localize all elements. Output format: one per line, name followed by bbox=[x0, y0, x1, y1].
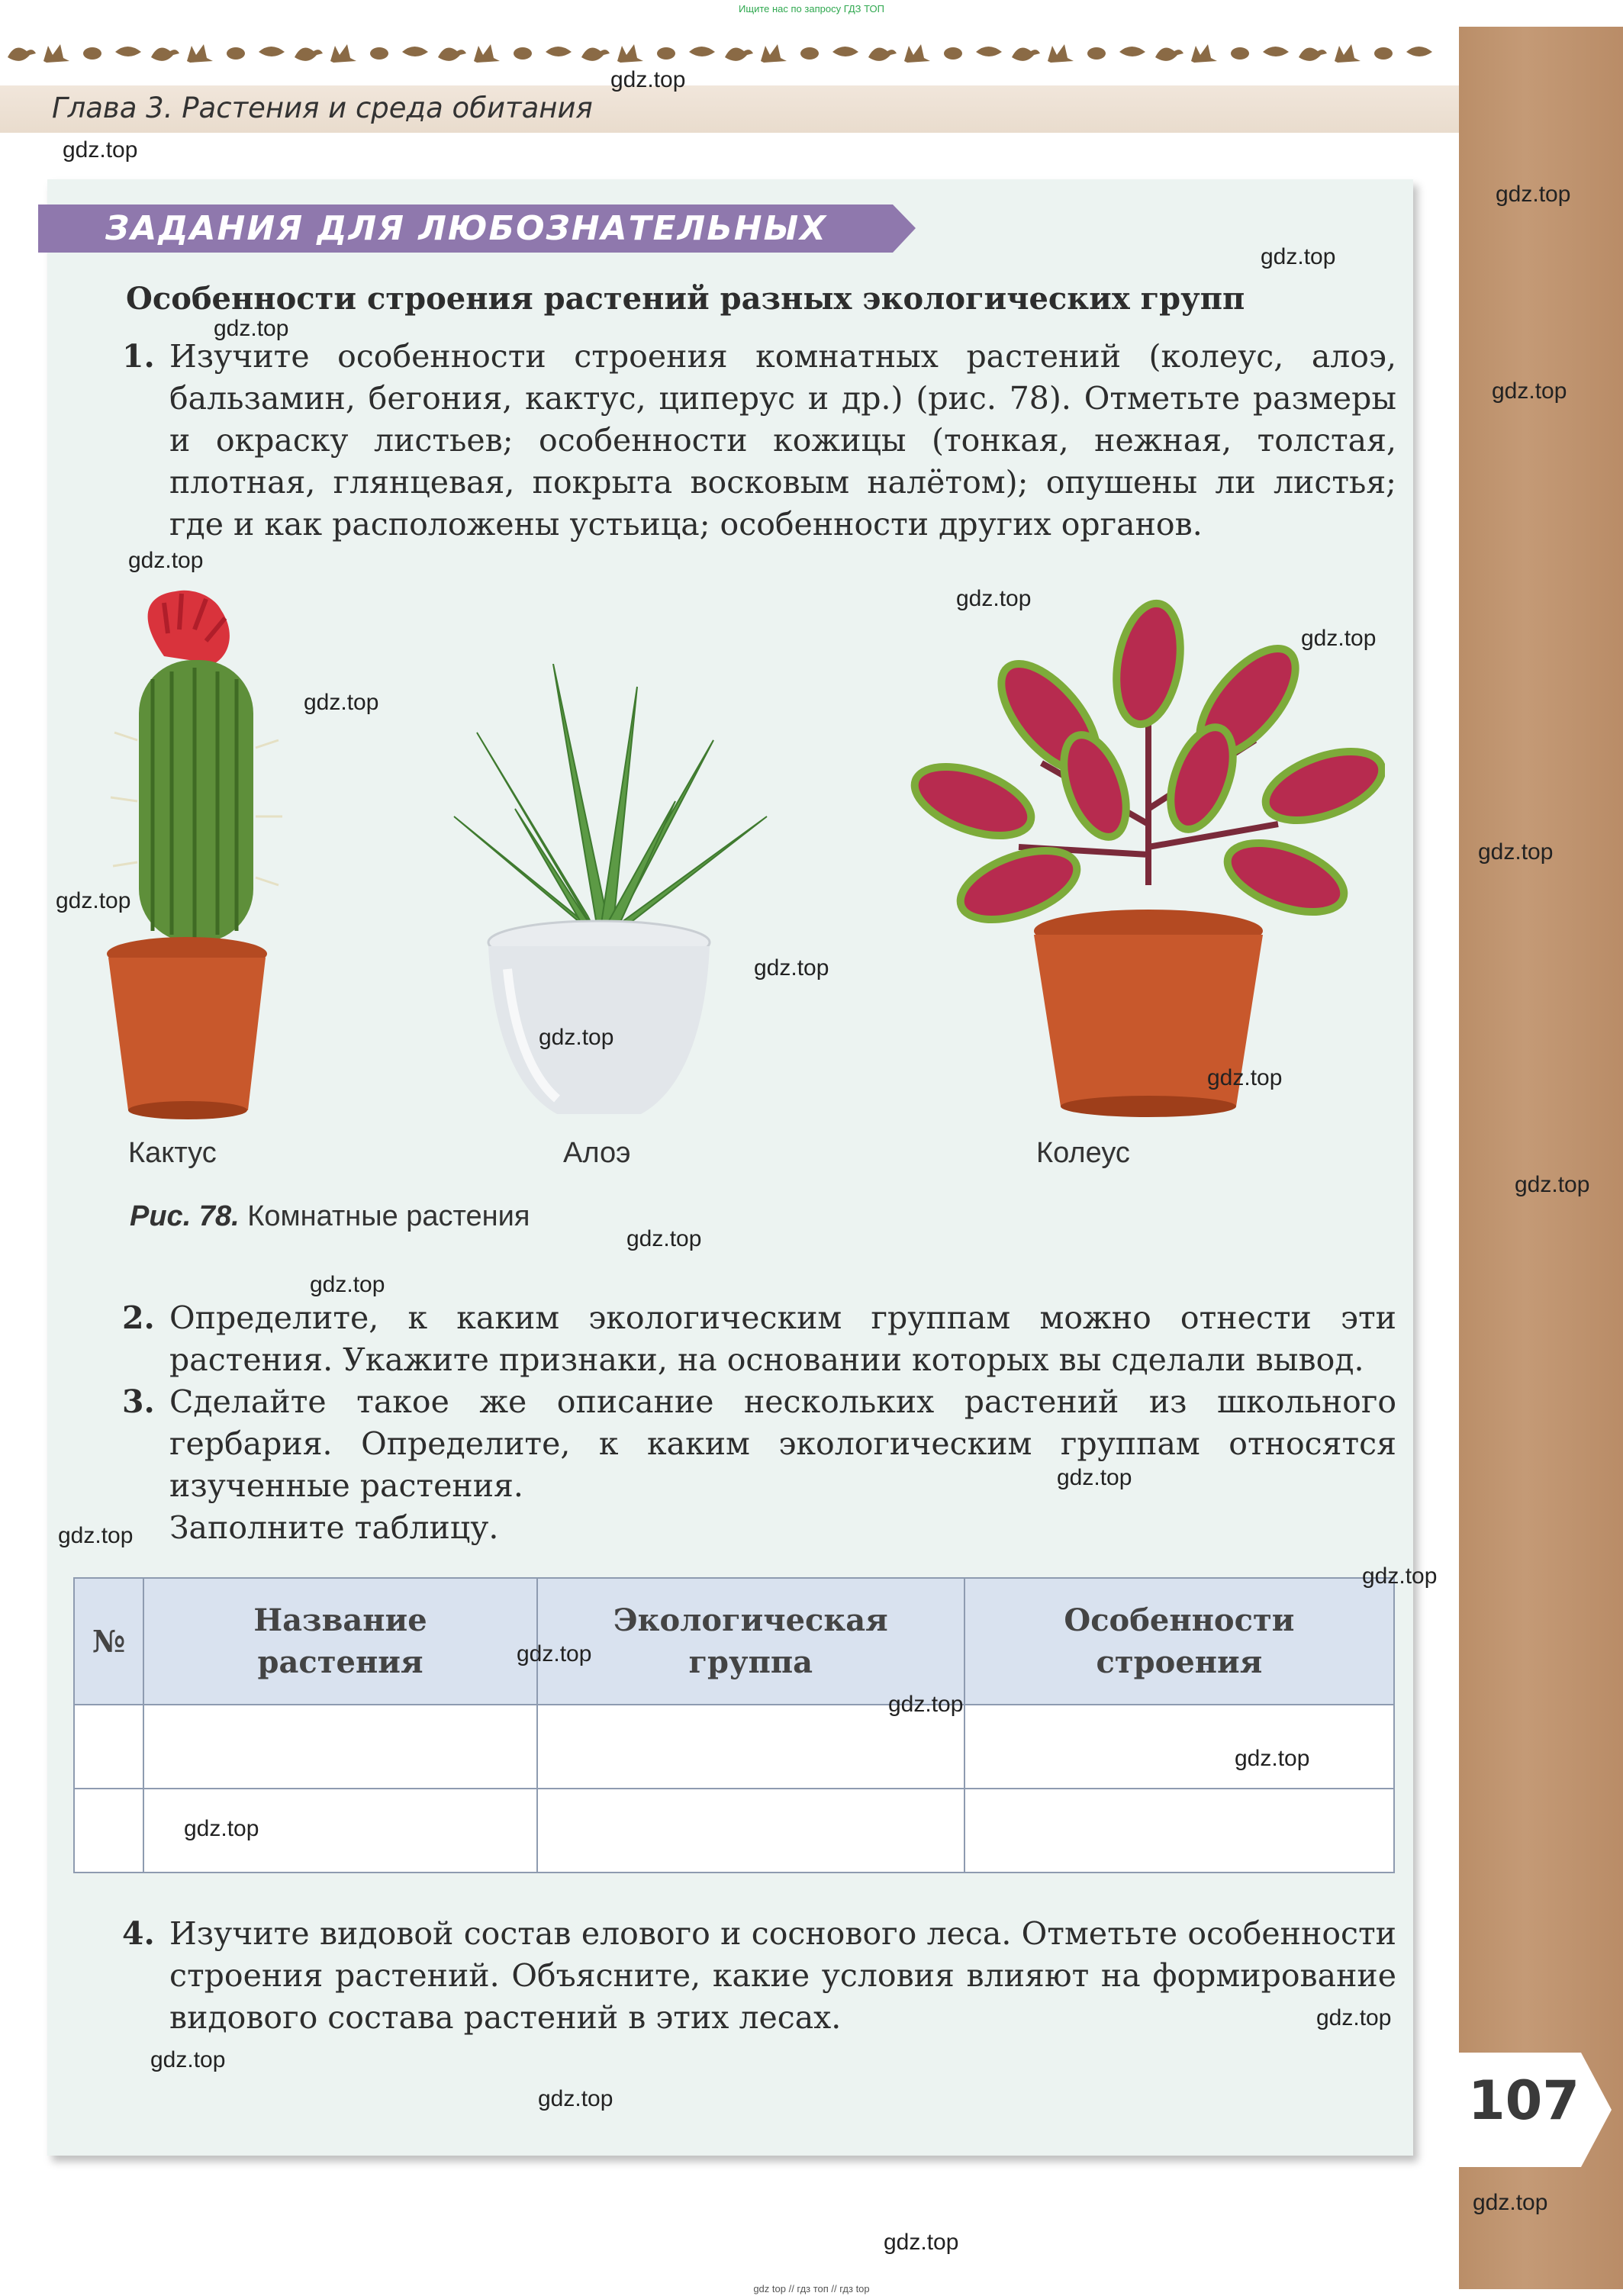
animal-silhouette-icon bbox=[330, 44, 356, 63]
animal-silhouette-icon bbox=[904, 44, 930, 63]
fill-table-prompt-text: Заполните таблицу. bbox=[169, 1509, 499, 1546]
animal-silhouette-icon bbox=[295, 48, 323, 61]
animal-silhouette-icon bbox=[1406, 47, 1432, 56]
animal-silhouette-icon bbox=[800, 47, 826, 60]
animal-silhouette-icon bbox=[1155, 48, 1183, 61]
watermark: gdz.top bbox=[754, 955, 829, 981]
watermark: gdz.top bbox=[626, 1226, 702, 1251]
animal-silhouette-icon bbox=[832, 47, 858, 56]
task-number: 1. bbox=[122, 338, 155, 375]
watermark: gdz.top bbox=[310, 1272, 385, 1297]
coleus-illustration bbox=[897, 595, 1385, 1122]
watermark: gdz.top bbox=[1473, 2190, 1548, 2215]
animal-silhouette-icon bbox=[581, 48, 610, 61]
right-margin-strip bbox=[1459, 27, 1623, 2289]
fill-table-prompt bbox=[122, 1507, 1396, 1549]
watermark: gdz.top bbox=[1235, 1746, 1310, 1771]
top-note: Ищите нас по запросу ГДЗ ТОП bbox=[739, 3, 884, 14]
watermark: gdz.top bbox=[1261, 244, 1336, 269]
table-cell[interactable] bbox=[964, 1705, 1394, 1789]
task-text: Сделайте такое же описание нескольких растений из школьного гербария. Определите, к каким экологическим группам относятся изученные растения. bbox=[169, 1383, 1396, 1504]
task-number: 4. bbox=[122, 1915, 155, 1952]
watermark: gdz.top bbox=[304, 690, 379, 715]
animal-silhouette-icon bbox=[761, 44, 787, 63]
table-header-structure: Особенности строения bbox=[964, 1578, 1394, 1705]
watermark: gdz.top bbox=[1362, 1563, 1438, 1589]
watermark: gdz.top bbox=[56, 888, 131, 913]
animal-silhouette-icon bbox=[868, 48, 897, 61]
table-header-plant-name: Название растения bbox=[143, 1578, 537, 1705]
animal-silhouette-icon bbox=[1335, 44, 1361, 63]
table-header-eco-group: Экологическая группа bbox=[537, 1578, 964, 1705]
watermark: gdz.top bbox=[610, 67, 686, 92]
figure-caption-text: Комнатные растения bbox=[247, 1200, 530, 1232]
animal-silhouette-icon bbox=[1012, 48, 1040, 61]
watermark: gdz.top bbox=[1478, 839, 1554, 865]
animal-silhouette-icon bbox=[438, 48, 466, 61]
chapter-title: Глава 3. Растения и среда обитания bbox=[52, 92, 593, 124]
table-cell[interactable] bbox=[537, 1789, 964, 1873]
watermark: gdz.top bbox=[184, 1816, 259, 1841]
animal-silhouette-icon bbox=[725, 48, 753, 61]
banner-title: ЗАДАНИЯ ДЛЯ ЛЮБОЗНАТЕЛЬНЫХ bbox=[105, 209, 828, 248]
bottom-note: gdz top // гдз топ // гдз top bbox=[753, 2283, 870, 2294]
watermark: gdz.top bbox=[63, 137, 138, 163]
animal-silhouette-icon bbox=[8, 48, 36, 61]
watermark: gdz.top bbox=[1492, 378, 1567, 404]
table-row bbox=[74, 1789, 1394, 1873]
animal-silhouette-icon bbox=[1119, 47, 1145, 56]
animal-silhouette-icon bbox=[370, 47, 396, 60]
animal-silhouette-icon bbox=[1231, 47, 1257, 60]
task-4 bbox=[122, 1913, 1396, 2039]
watermark: gdz.top bbox=[1496, 182, 1571, 207]
animal-silhouette-icon bbox=[546, 47, 572, 56]
animal-silhouette-icon bbox=[514, 47, 539, 60]
animal-silhouettes-decoration bbox=[0, 31, 1459, 76]
fill-in-table bbox=[73, 1577, 1395, 1873]
table-row bbox=[74, 1705, 1394, 1789]
page-number: 107 bbox=[1467, 2069, 1580, 2132]
animal-silhouette-icon bbox=[259, 47, 285, 56]
task-3 bbox=[122, 1381, 1396, 1507]
table-cell[interactable] bbox=[964, 1789, 1394, 1873]
task-text: Изучите видовой состав елового и соснового леса. Отметьте особенности строения растений. Объясните, какие условия влияют на формирование видового состава растений в этих лесах. bbox=[169, 1915, 1396, 2036]
animal-silhouette-icon bbox=[187, 44, 213, 63]
task-number: 3. bbox=[122, 1383, 155, 1420]
watermark: gdz.top bbox=[214, 316, 289, 341]
animal-silhouette-icon bbox=[1299, 48, 1327, 61]
figure-label: Рис. 78. bbox=[130, 1200, 240, 1232]
plant-label-aloe: Алоэ bbox=[563, 1137, 631, 1169]
animal-silhouette-icon bbox=[1374, 47, 1400, 60]
animal-silhouette-icon bbox=[227, 47, 253, 60]
animal-silhouette-icon bbox=[944, 47, 970, 60]
animal-silhouette-icon bbox=[402, 47, 428, 56]
animal-silhouette-icon bbox=[617, 44, 643, 63]
section-heading: Особенности строения растений разных экологических групп bbox=[126, 281, 1245, 317]
animal-silhouette-icon bbox=[115, 47, 141, 56]
watermark: gdz.top bbox=[1207, 1065, 1283, 1090]
animal-silhouette-icon bbox=[1087, 47, 1113, 60]
watermark: gdz.top bbox=[956, 586, 1032, 611]
animal-silhouette-icon bbox=[657, 47, 683, 60]
animal-silhouette-icon bbox=[689, 47, 715, 56]
animal-silhouette-icon bbox=[474, 44, 500, 63]
animal-silhouette-icon bbox=[1191, 44, 1217, 63]
task-text: Изучите особенности строения комнатных растений (колеус, алоэ, бальзамин, бегония, кактус, циперус и др.) (рис. 78). Отметьте размеры и окраску листьев; особенности кожицы (тонкая, нежная, толстая, плотная, глянцевая, покрыта восковым налётом); опушены ли листья; где и как расположены устьица; особенности других органов. bbox=[169, 338, 1396, 543]
animal-silhouette-icon bbox=[976, 47, 1002, 56]
animal-silhouette-icon bbox=[1048, 44, 1074, 63]
animal-silhouette-icon bbox=[43, 44, 69, 63]
task-number: 2. bbox=[122, 1299, 155, 1336]
cactus-illustration bbox=[92, 588, 290, 1122]
plant-label-cactus: Кактус bbox=[128, 1137, 217, 1169]
animal-silhouette-icon bbox=[151, 48, 179, 61]
watermark: gdz.top bbox=[1316, 2005, 1392, 2030]
watermark: gdz.top bbox=[128, 548, 204, 573]
animal-silhouette-icon bbox=[1263, 47, 1289, 56]
watermark: gdz.top bbox=[150, 2047, 226, 2072]
watermark: gdz.top bbox=[1515, 1172, 1590, 1197]
task-text: Определите, к каким экологическим группам можно отнести эти растения. Укажите признаки, на основании которых вы сделали вывод. bbox=[169, 1299, 1396, 1378]
table-cell[interactable] bbox=[143, 1705, 537, 1789]
plant-label-coleus: Колеус bbox=[1036, 1137, 1130, 1169]
table-header-number: № bbox=[74, 1578, 143, 1705]
table-cell[interactable] bbox=[74, 1789, 143, 1873]
watermark: gdz.top bbox=[888, 1692, 964, 1717]
animal-silhouette-icon bbox=[83, 47, 109, 60]
task-1 bbox=[122, 336, 1396, 546]
aloe-illustration bbox=[423, 664, 774, 1122]
watermark: gdz.top bbox=[884, 2230, 959, 2255]
chapter-header-bar bbox=[0, 85, 1459, 133]
watermark: gdz.top bbox=[58, 1523, 134, 1548]
watermark: gdz.top bbox=[538, 2086, 613, 2111]
watermark: gdz.top bbox=[539, 1025, 614, 1050]
task-2 bbox=[122, 1297, 1396, 1381]
watermark: gdz.top bbox=[1057, 1465, 1132, 1490]
figure-caption bbox=[130, 1200, 530, 1233]
table-cell[interactable] bbox=[74, 1705, 143, 1789]
watermark: gdz.top bbox=[517, 1641, 592, 1666]
watermark: gdz.top bbox=[1301, 626, 1377, 651]
